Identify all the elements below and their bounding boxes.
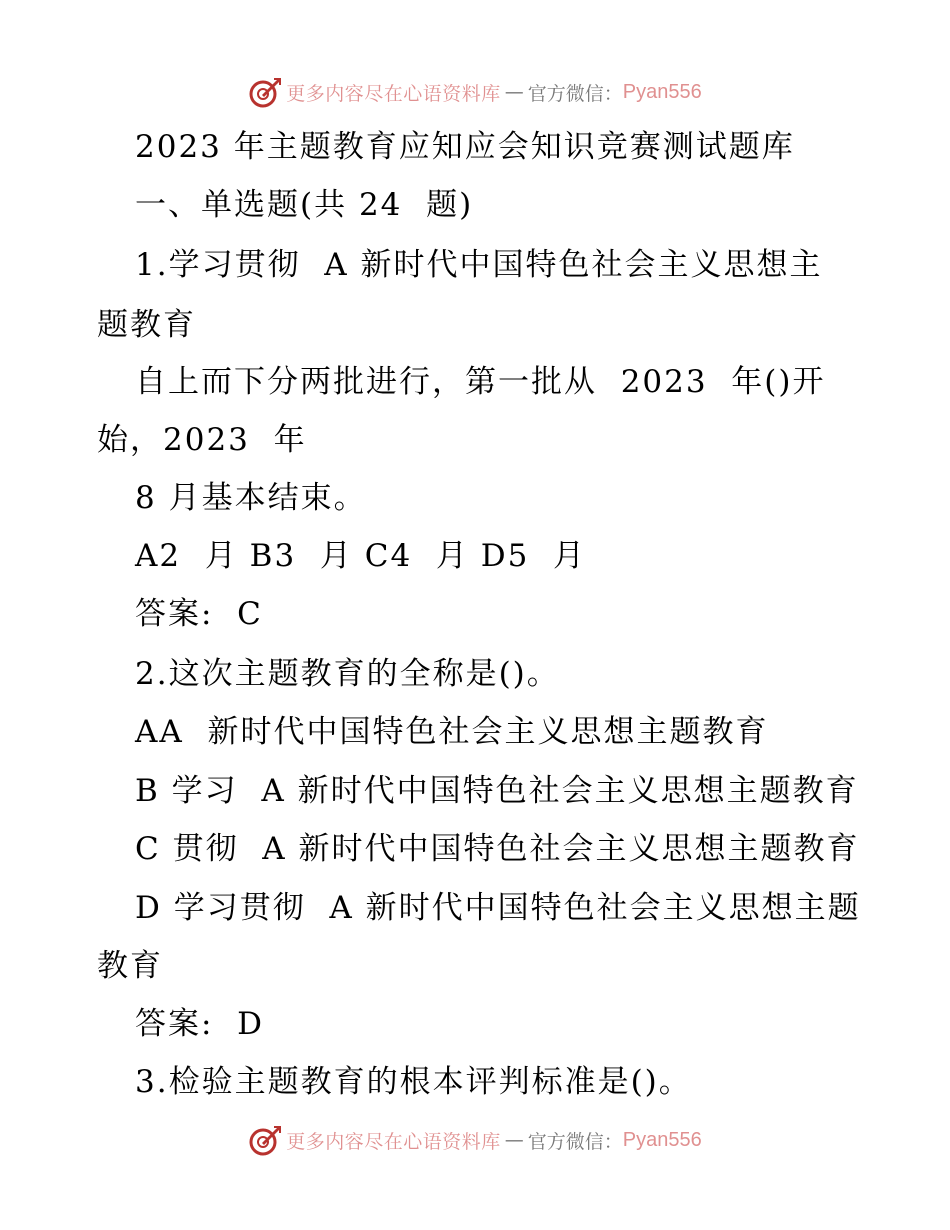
question-1-line-3: 自上而下分两批进行，第一批从 2023 年()开 bbox=[135, 364, 826, 400]
banner-site-text: 更多内容尽在心语资料库 bbox=[286, 82, 501, 105]
question-2-option-b: B 学习 A 新时代中国特色社会主义思想主题教育 bbox=[135, 773, 859, 809]
banner-site-text: 更多内容尽在心语资料库 bbox=[286, 1130, 501, 1153]
banner-wechat-id: Pyan556 bbox=[622, 1128, 702, 1151]
question-2-option-d-cont: 教育 bbox=[97, 948, 163, 984]
question-2-text: 2.这次主题教育的全称是()。 bbox=[135, 656, 560, 692]
question-1-options: A2 月 B3 月 C4 月 D5 月 bbox=[135, 538, 587, 574]
banner-dash: — bbox=[504, 81, 524, 103]
banner-wechat-label: 官方微信： bbox=[527, 82, 623, 105]
question-1-line-2: 题教育 bbox=[97, 307, 196, 343]
question-1-answer: 答案: C bbox=[135, 596, 263, 632]
banner-wechat-id: Pyan556 bbox=[622, 80, 702, 103]
question-1-line-1: 1.学习贯彻 A 新时代中国特色社会主义思想主 bbox=[135, 247, 823, 283]
section-heading: 一、单选题(共 24 题) bbox=[135, 187, 474, 223]
header-banner bbox=[0, 72, 950, 112]
document-title: 2023 年主题教育应知应会知识竞赛测试题库 bbox=[135, 129, 795, 165]
logo-icon bbox=[248, 1123, 282, 1157]
footer-banner bbox=[0, 1120, 950, 1160]
banner-wechat-label: 官方微信： bbox=[527, 1130, 623, 1153]
banner-dash: — bbox=[504, 1129, 524, 1151]
question-2-option-a: AA 新时代中国特色社会主义思想主题教育 bbox=[135, 714, 769, 750]
question-1-line-5: 8 月基本结束。 bbox=[135, 480, 367, 516]
question-1-line-4: 始，2023 年 bbox=[97, 422, 307, 458]
logo-icon bbox=[248, 75, 282, 109]
question-2-answer: 答案: D bbox=[135, 1006, 265, 1042]
question-2-option-d: D 学习贯彻 A 新时代中国特色社会主义思想主题 bbox=[135, 890, 861, 926]
question-3-text: 3.检验主题教育的根本评判标准是()。 bbox=[135, 1064, 692, 1100]
question-2-option-c: C 贯彻 A 新时代中国特色社会主义思想主题教育 bbox=[135, 831, 860, 867]
